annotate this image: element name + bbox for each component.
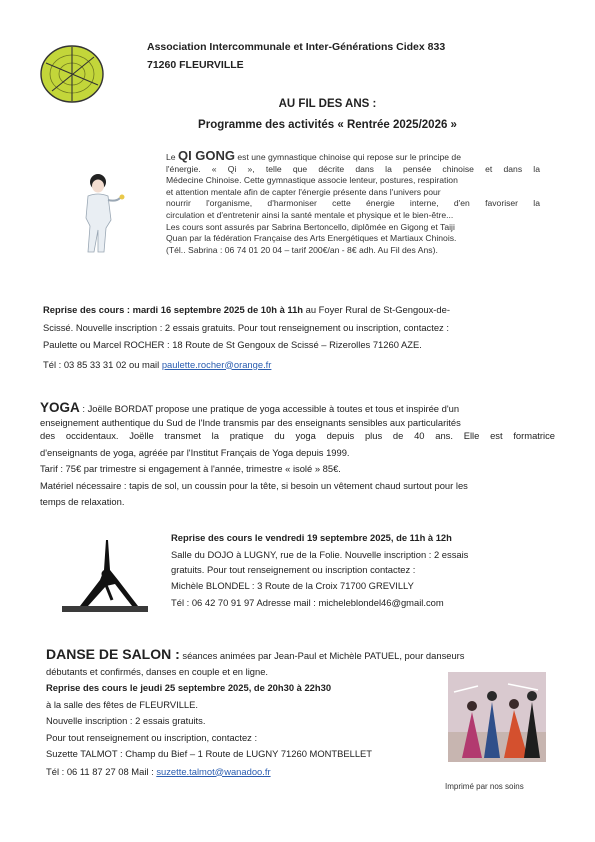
qigong-line-8: (Tél.. Sabrina : 06 74 01 20 04 – tarif 200€/an - 8€ adh. Au Fil des Ans). — [166, 244, 438, 255]
yoga-reprise: Reprise des cours le vendredi 19 septembre 2025, de 11h à 12h — [171, 532, 452, 543]
qigong-line-2: Médecine Chinoise. Cette gymnastique associe lenteur, postures, respiration — [166, 175, 458, 186]
qigong-inscription: Scissé. Nouvelle inscription : 2 essais gratuits. Pour tout renseignement ou inscription, contactez : — [43, 321, 449, 333]
qigong-line-6: Les cours sont assurés par Sabrina Bertoncello, diplômée en Gigong et Taiji — [166, 221, 455, 232]
qigong-figure-illustration — [78, 168, 130, 258]
association-name: Association Intercommunale et Inter-Générations Cidex 833 — [147, 41, 446, 53]
yoga-line-0: : Joëlle BORDAT propose une pratique de yoga accessible à toutes et tous et inspirée d'un — [79, 403, 460, 414]
yoga-line-1: enseignement authentique du Sud de l'Inde transmis par des enseignants sensibles aux particularités — [40, 416, 461, 428]
qigong-section — [166, 150, 540, 256]
danse-intro: séances animées par Jean-Paul et Michèle PATUEL, pour danseurs — [179, 650, 465, 661]
danse-info-1: Nouvelle inscription : 2 essais gratuits. — [46, 715, 206, 726]
page-title: AU FIL DES ANS : — [278, 98, 377, 110]
yoga-line-3: d'enseignants de yoga, agréée par l'Institut Français de Yoga depuis 1999. — [40, 446, 350, 458]
yoga-info-3: Tél : 06 42 70 91 97 Adresse mail : micheleblondel46@gmail.com — [171, 597, 444, 608]
yoga-line-2: des occidentaux. Joëlle transmet la pratique du yoga depuis plus de 40 ans. Elle est formatrice — [40, 430, 555, 441]
danse-tel-line — [46, 765, 556, 779]
qigong-reprise: Reprise des cours : mardi 16 septembre 2025 de 10h à 11h — [43, 304, 304, 315]
yoga-section — [40, 401, 555, 509]
danse-reprise: Reprise des cours le jeudi 25 septembre 2025, de 20h30 à 22h30 — [46, 682, 332, 693]
page-subtitle: Programme des activités « Rentrée 2025/2026 » — [198, 119, 457, 131]
danse-info-2: Pour tout renseignement ou inscription, contactez : — [46, 731, 258, 743]
qigong-tel-line — [43, 358, 563, 372]
yoga-info-2: Michèle BLONDEL : 3 Route de la Croix 71700 GREVILLY — [171, 579, 414, 591]
qigong-mail-link[interactable]: paulette.rocher@orange.fr — [161, 358, 272, 370]
danse-mail-link[interactable]: suzette.talmot@wanadoo.fr — [156, 765, 271, 777]
yoga-line-5: Matériel nécessaire : tapis de sol, un coussin pour la tête, si besoin un vêtement chaud surtout pour les — [40, 479, 468, 491]
qigong-line-4: nourrir l'organisme, d'harmoniser cette énergie interne, d'en favoriser la — [166, 198, 540, 209]
qigong-first-line — [166, 150, 540, 164]
danse-info-3: Suzette TALMOT : Champ du Bief – 1 Route de LUGNY 71260 MONTBELLET — [46, 748, 373, 759]
qigong-prefix: Le — [166, 152, 178, 162]
qigong-heading: QI GONG — [177, 148, 236, 163]
danse-heading: DANSE DE SALON : — [46, 646, 180, 662]
yoga-first-line — [40, 401, 555, 416]
qigong-contact: Paulette ou Marcel ROCHER : 18 Route de St Gengoux de Scissé – Rizerolles 71260 AZE. — [43, 339, 422, 350]
yoga-line-4: Tarif : 75€ par trimestre si engagement à l'année, trimestre « isolé » 85€. — [40, 463, 341, 474]
qigong-reprise-line — [43, 303, 563, 317]
danse-levels: débutants et confirmés, danses en couple et en ligne. — [46, 665, 269, 677]
yoga-info-0: Salle du DOJO à LUGNY, rue de la Folie. Nouvelle inscription : 2 essais — [171, 548, 469, 560]
danse-info-0: à la salle des fêtes de FLEURVILLE. — [46, 698, 198, 710]
dance-couples-illustration — [448, 672, 546, 762]
yoga-line-6: temps de relaxation. — [40, 496, 125, 507]
yoga-heading: YOGA — [40, 400, 80, 415]
qigong-tel: Tél : 03 85 33 31 02 ou mail — [43, 358, 162, 370]
qigong-line-5: circulation et d'entretenir ainsi la santé mentale et physique et le bien-être... — [166, 209, 454, 220]
qigong-line-0: est une gymnastique chinoise qui repose sur le principe de — [237, 152, 461, 162]
qigong-line-3: et attention mentale afin de capter l'énergie présente dans l'univers pour — [166, 186, 441, 197]
danse-first-line — [46, 648, 556, 663]
qigong-schedule — [43, 303, 563, 371]
danse-tel: Tél : 06 11 87 27 08 Mail : — [46, 765, 157, 777]
yoga-pose-illustration — [60, 536, 152, 616]
qigong-location: au Foyer Rural de St-Gengoux-de- — [303, 304, 450, 315]
yoga-info-1: gratuits. Pour tout renseignement ou inscription contactez : — [171, 564, 416, 575]
yoga-schedule — [171, 531, 556, 610]
qigong-line-1: l'énergie. « Qi », telle que décrite dans la pensée chinoise et dans la — [166, 163, 540, 174]
qigong-line-7: Quan par la fédération Française des Arts Energétiques et Martiaux Chinois. — [166, 233, 457, 244]
association-city: 71260 FLEURVILLE — [147, 59, 244, 71]
printed-by-note: Imprimé par nos soins — [445, 782, 524, 791]
